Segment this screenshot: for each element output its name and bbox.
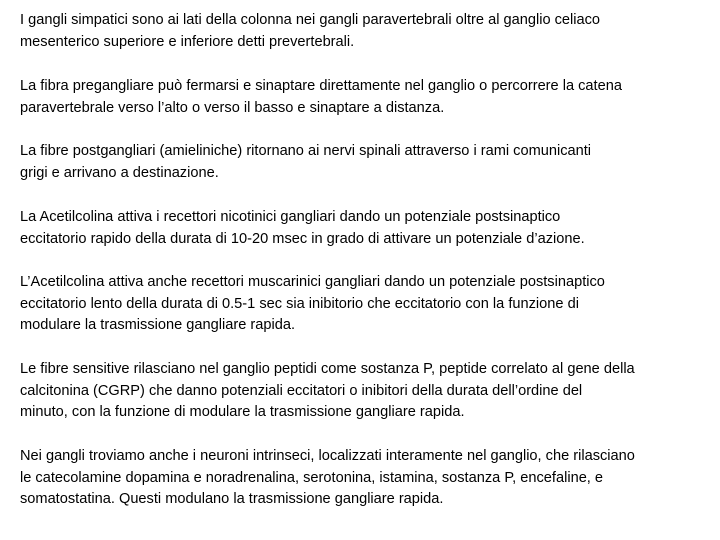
paragraph-neuroni-intrinseci: Nei gangli troviamo anche i neuroni intrinseci, localizzati interamente nel ganglio, che rilasciano le catecolamine dopamina e noradrenalina, serotonina, istamina, sostanza P, encefaline, e somatostatina. Questi modulano la trasmissione gangliare rapida. — [20, 448, 635, 507]
paragraph-gangli-simpatici: I gangli simpatici sono ai lati della colonna nei gangli paravertebrali oltre al ganglio celiaco mesenterico superiore e inferiore detti prevertebrali. — [20, 12, 601, 50]
paragraph-fibra-pregangliare: La fibra pregangliare può fermarsi e sinaptare direttamente nel ganglio o percorrere la catena paravertebrale verso l’alto o verso il basso e sinaptare a distanza. — [20, 78, 622, 116]
paragraph-acetilcolina-nicotinici: La Acetilcolina attiva i recettori nicotinici gangliari dando un potenziale postsinaptico eccitatorio rapido della durata di 10-20 msec in grado di attivare un potenziale d’azione. — [20, 209, 585, 247]
paragraph-fibre-sensitive: Le fibre sensitive rilasciano nel ganglio peptidi come sostanza P, peptide correlato al gene della calcitonina (CGRP) che danno potenziali eccitatori o inibitori della durata dell’ordine del minuto, con la funzione di modulare la trasmissione gangliare rapida. — [20, 361, 635, 420]
paragraph-fibre-postgangliari: La fibre postgangliari (amieliniche) ritornano ai nervi spinali attraverso i rami comunicanti grigi e arrivano a destinazione. — [20, 143, 592, 181]
paragraph-acetilcolina-muscarinici: L’Acetilcolina attiva anche recettori muscarinici gangliari dando un potenziale postsinaptico eccitatorio lento della durata di 0.5-1 sec sia inibitorio che eccitatorio con la funzione di modulare la trasmissione gangliare rapida. — [20, 274, 605, 333]
